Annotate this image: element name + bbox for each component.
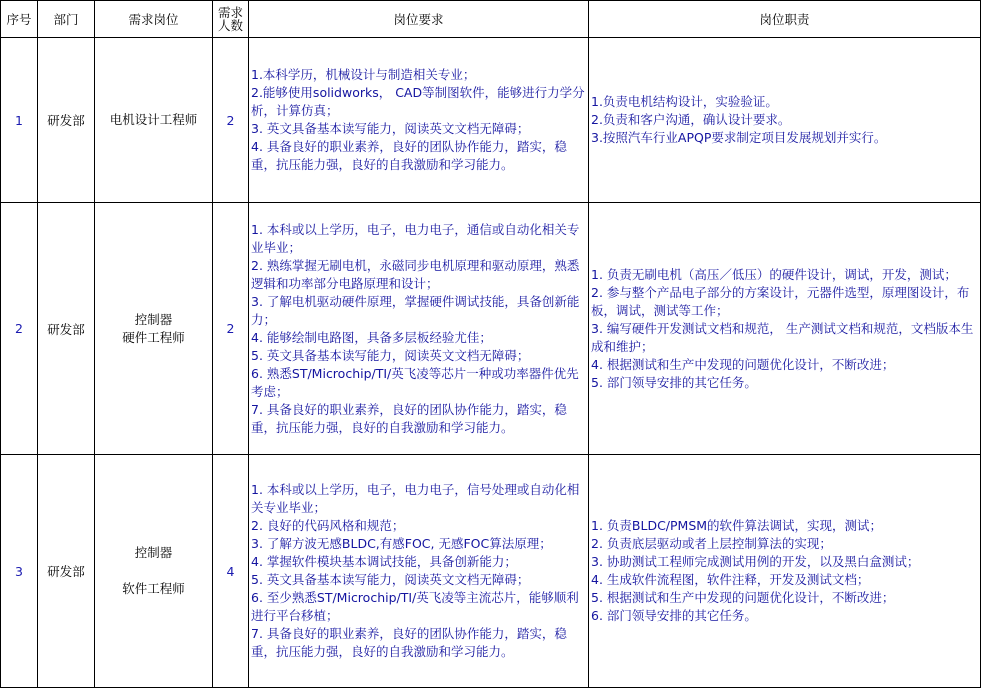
duty-item: 2. 参与整个产品电子部分的方案设计，元器件选型，原理图设计，布板，调试，测试等工作； — [591, 284, 970, 318]
header-requirements: 岗位要求 — [249, 1, 589, 38]
requirement-item: 2. 良好的代码风格和规范； — [251, 518, 405, 533]
requirement-item: 3. 英文具备基本读写能力，阅读英文文档无障碍； — [251, 121, 530, 136]
row-requirements — [249, 38, 589, 203]
header-position: 需求岗位 — [95, 1, 213, 38]
duty-item: 4. 生成软件流程图，软件注释，开发及测试文档； — [591, 572, 870, 587]
row-dept: 研发部 — [38, 455, 95, 688]
row-duties — [589, 38, 981, 203]
table-row — [1, 38, 981, 203]
requirement-item: 7. 具备良好的职业素养，良好的团队协作能力，踏实，稳重，抗压能力强，良好的自我激励和学习能力。 — [251, 626, 567, 659]
row-duties — [589, 455, 981, 688]
duty-item: 5. 部门领导安排的其它任务。 — [591, 374, 757, 390]
duty-item: 2. 负责底层驱动或者上层控制算法的实现； — [591, 536, 832, 551]
requirement-item: 2.能够使用solidworks， CAD等制图软件，能够进行力学分析，计算仿真； — [251, 85, 585, 118]
row-position — [95, 38, 213, 203]
table-row — [1, 203, 981, 455]
position-line: 控制器 — [134, 545, 173, 560]
requirement-item: 6. 熟悉ST/Microchip/TI/英飞凌等芯片一种或功率器件优先考虑； — [251, 365, 579, 399]
requirement-item: 5. 英文具备基本读写能力，阅读英文文档无障碍； — [251, 347, 530, 363]
row-count: 2 — [213, 203, 249, 455]
requirement-item: 5. 英文具备基本读写能力，阅读英文文档无障碍； — [251, 572, 530, 587]
position-line: 软件工程师 — [122, 581, 185, 596]
requirement-item: 6. 至少熟悉ST/Microchip/TI/英飞凌等主流芯片，能够顺利进行平台移植； — [251, 590, 579, 623]
duty-item: 6. 部门领导安排的其它任务。 — [591, 608, 757, 623]
requirement-item: 7. 具备良好的职业素养，良好的团队协作能力，踏实，稳重，抗压能力强，良好的自我激励和学习能力。 — [251, 401, 567, 435]
duty-item: 1. 负责BLDC/PMSM的软件算法调试，实现，测试； — [591, 518, 883, 533]
row-duties — [589, 203, 981, 455]
requirement-item: 2. 熟练掌握无刷电机，永磁同步电机原理和驱动原理，熟悉逻辑和功率部分电路原理和设计； — [251, 257, 580, 291]
position-line: 硬件工程师 — [122, 329, 185, 345]
requirement-item: 1. 本科或以上学历，电子，电力电子，通信或自动化相关专业毕业； — [251, 221, 580, 255]
row-position — [95, 455, 213, 688]
header-seq: 序号 — [1, 1, 38, 38]
requirement-item: 3. 了解电机驱动硬件原理，掌握硬件调试技能，具备创新能力； — [251, 293, 580, 327]
row-seq: 2 — [1, 203, 38, 455]
requirement-item: 3. 了解方波无感BLDC,有感FOC, 无感FOC算法原理； — [251, 536, 552, 551]
table-row — [1, 455, 981, 688]
header-row — [1, 1, 981, 38]
duty-item: 3. 协助测试工程师完成测试用例的开发，以及黑白盒测试； — [591, 554, 920, 569]
duty-item: 4. 根据测试和生产中发现的问题优化设计，不断改进； — [591, 356, 895, 372]
row-seq: 1 — [1, 38, 38, 203]
row-dept: 研发部 — [38, 203, 95, 455]
requirement-item: 1. 本科或以上学历，电子，电力电子，信号处理或自动化相关专业毕业； — [251, 482, 580, 515]
position-spacer — [97, 562, 210, 580]
position-line: 控制器 — [134, 311, 173, 327]
row-seq: 3 — [1, 455, 38, 688]
row-count: 4 — [213, 455, 249, 688]
row-position — [95, 203, 213, 455]
header-count: 需求人数 — [213, 1, 249, 38]
header-dept: 部门 — [38, 1, 95, 38]
header-duties: 岗位职责 — [589, 1, 981, 38]
row-dept: 研发部 — [38, 38, 95, 203]
requirement-item: 4. 掌握软件模块基本调试技能，具备创新能力； — [251, 554, 517, 569]
row-count: 2 — [213, 38, 249, 203]
duty-item: 3.按照汽车行业APQP要求制定项目发展规划并实行。 — [591, 130, 887, 145]
position-line: 电机设计工程师 — [109, 112, 198, 127]
duty-item: 3. 编写硬件开发测试文档和规范， 生产测试文档和规范，文档版本生成和维护； — [591, 320, 974, 354]
requirement-item: 1.本科学历，机械设计与制造相关专业； — [251, 67, 476, 82]
duty-item: 1. 负责无刷电机（高压／低压）的硬件设计，调试，开发，测试； — [591, 266, 957, 282]
duty-item: 1.负责电机结构设计，实验验证。 — [591, 94, 778, 109]
requirement-item: 4. 能够绘制电路图，具备多层板经验尤佳； — [251, 329, 492, 345]
duty-item: 2.负责和客户沟通，确认设计要求。 — [591, 112, 791, 127]
row-requirements — [249, 455, 589, 688]
requirement-item: 4. 具备良好的职业素养，良好的团队协作能力，踏实，稳重，抗压能力强，良好的自我激励和学习能力。 — [251, 139, 567, 172]
row-requirements — [249, 203, 589, 455]
duty-item: 5. 根据测试和生产中发现的问题优化设计，不断改进； — [591, 590, 895, 605]
